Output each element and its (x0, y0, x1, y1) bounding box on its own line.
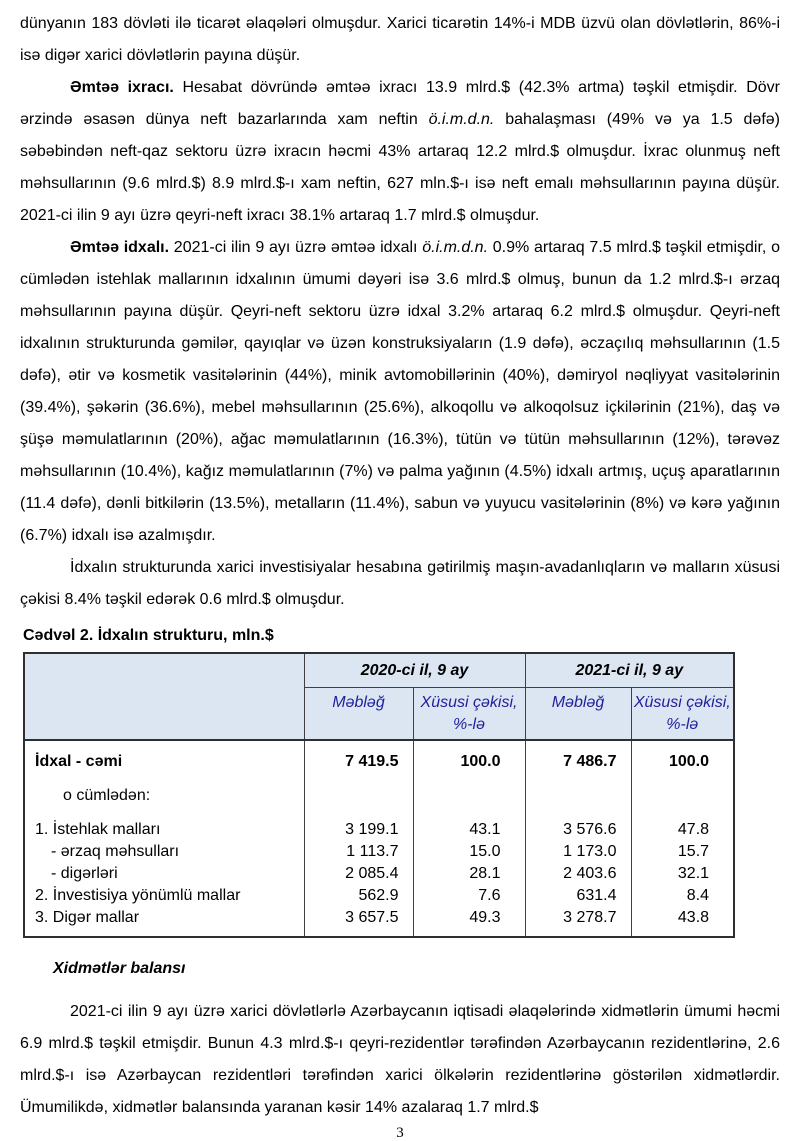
paragraph-text: 2021-ci ilin 9 ayı üzrə xarici dövlətlərlə Azərbaycanın iqtisadi əlaqələrində xidmətlərin ümumi həcmi 6.9 mlrd.$ təşkil etmişdir. Bunun 4.3 mlrd.$-ı qeyri-rezidentlər tərəfindən Azərbaycanın rezidentlərinə, 2.6 mlrd.$-ı isə Azərbaycan rezidentləri tərəfindən xarici ölkələrin rezidentlərinə göstərilən xidmətlərdir. Ümumilikdə, xidmətlər balansında yaranan kəsir 14% azalaraq 1.7 mlrd.$ (20, 1002, 780, 1116)
column-group-2021: 2021-ci il, 9 ay (525, 653, 734, 688)
cell-share-2021: 8.4 (631, 885, 734, 907)
paragraph-commodity-imports (20, 232, 780, 552)
table-row-food-products (24, 841, 734, 863)
cell-share-2021: 47.8 (631, 819, 734, 841)
cell-amount-2020: 562.9 (304, 885, 413, 907)
column-amount-2021: Məbləğ (525, 688, 631, 740)
cell-amount-2020: 3 199.1 (304, 819, 413, 841)
table-row-others (24, 863, 734, 885)
paragraph-commodity-exports (20, 72, 780, 232)
column-amount-2020: Məbləğ (304, 688, 413, 740)
paragraph-lead-bold: Əmtəə ixracı. (70, 79, 174, 96)
table-body (24, 740, 734, 937)
row-label: 3. Digər mallar (35, 908, 140, 926)
cell-amount-2020: 7 419.5 (304, 740, 413, 773)
cell-amount-2021: 631.4 (525, 885, 631, 907)
row-label: 1. İstehlak malları (35, 820, 161, 838)
abbreviation-italic: ö.i.m.d.n. (428, 111, 495, 128)
column-share-2020: Xüsusi çəkisi, %-lə (413, 688, 525, 740)
cell-amount-2020: 1 113.7 (304, 841, 413, 863)
paragraph-lead-bold: Əmtəə idxalı. (70, 239, 170, 256)
paragraph-text: dünyanın 183 dövləti ilə ticarət əlaqələri olmuşdur. Xarici ticarətin 14%-i MDB üzvü olan dövlətlərin, 86%-i isə digər xarici dövlətlərin payına düşür. (20, 15, 780, 64)
page-number: 3 (396, 1124, 404, 1141)
cell-share-2020: 28.1 (413, 863, 525, 885)
row-label: 2. İnvestisiya yönümlü mallar (35, 886, 241, 904)
cell-amount-2021: 7 486.7 (525, 740, 631, 773)
imports-structure-table-section (20, 626, 780, 938)
paragraph-text: İdxalın strukturunda xarici investisiyalar hesabına gətirilmiş maşın-avadanlıqların və malların xüsusi çəkisi 8.4% təşkil edərək 0.6 mlrd.$ olmuşdur. (20, 559, 780, 608)
cell-amount-2021: 1 173.0 (525, 841, 631, 863)
cell-share-2021: 32.1 (631, 863, 734, 885)
row-label: - ərzaq məhsulları (51, 842, 180, 860)
cell-amount-2021: 3 576.6 (525, 819, 631, 841)
empty-corner-cell (24, 653, 304, 740)
cell-share-2021: 15.7 (631, 841, 734, 863)
cell-share-2021: 100.0 (631, 740, 734, 773)
cell-share-2020: 7.6 (413, 885, 525, 907)
table-year-row (24, 653, 734, 688)
abbreviation-italic: ö.i.m.d.n. (422, 239, 489, 256)
table-row-investment-goods (24, 885, 734, 907)
table-row-consumer-goods (24, 819, 734, 841)
paragraph-text: bahalaşması (49% və ya 1.5 dəfə) səbəbindən neft-qaz sektoru üzrə ixracın həcmi 43% artaraq 12.2 mlrd.$ olmuşdur. İxrac olunmuş neft məhsullarının (9.6 mlrd.$) 8.9 mlrd.$-ı xam neftin, 627 mln.$-ı isə neft emalı məhsullarının payına düşür. 2021-ci ilin 9 ayı üzrə qeyri-neft ixracı 38.1% artaraq 1.7 mlrd.$ olmuşdur. (20, 111, 781, 224)
paragraph-text: 0.9% artaraq 7.5 mlrd.$ təşkil etmişdir, o cümlədən istehlak mallarının idxalının ümumi dəyəri isə 3.6 mlrd.$ olmuş, bunun da 1.2 mlrd.$-ı ərzaq məhsullarının payına düşür. Qeyri-neft sektoru üzrə idxal 3.2% artaraq 6.2 mlrd.$ olmuşdur. Qeyri-neft idxalının strukturunda gəmilər, qayıqlar və üzən konstruksiyaların (1.9 dəfə), əczaçılıq məhsullarının (1.5 dəfə), ətir və kosmetik vasitələrinin (44%), minik avtomobillərinin (40%), dəmiryol nəqliyyat vasitələrinin (39.4%), şəkərin (36.6%), mebel məhsullarının (25.6%), alkoqollu və alkoqolsuz içkilərinin (21%), daş və şüşə məmulatlarının (20%), ağac məmulatlarının (16.3%), tütün və tütün məhsullarının (12%), tərəvəz məhsullarının (10.4%), kağız məmulatlarının (7%) və palma yağının (4.5%) idxalı artmış, uçuş aparatlarının (11.4 dəfə), dənli bitkilərin (13.5%), metalların (11.4%), sabun və yuyucu vasitələrinin (8%) və kərə yağının (6.7%) idxalı isə azalmışdır. (20, 239, 780, 544)
table-spacer-row (24, 929, 734, 937)
row-label: o cümlədən: (63, 786, 151, 804)
table-spacer-row (24, 773, 734, 785)
cell-share-2021: 43.8 (631, 907, 734, 929)
services-balance-heading: Xidmətlər balansı (53, 959, 186, 977)
row-label: - digərləri (51, 864, 118, 882)
column-share-2021: Xüsusi çəkisi, %-lə (631, 688, 734, 740)
column-group-2020: 2020-ci il, 9 ay (304, 653, 525, 688)
imports-structure-table (23, 652, 735, 938)
paragraph-foreign-investment (20, 552, 780, 616)
cell-share-2020: 100.0 (413, 740, 525, 773)
cell-share-2020: 15.0 (413, 841, 525, 863)
table-row-other-goods (24, 907, 734, 929)
cell-amount-2020: 3 657.5 (304, 907, 413, 929)
table-caption: Cədvəl 2. İdxalın strukturu, mln.$ (23, 627, 274, 644)
cell-amount-2020: 2 085.4 (304, 863, 413, 885)
cell-share-2020: 49.3 (413, 907, 525, 929)
row-label: İdxal - cəmi (24, 740, 304, 773)
paragraph-services-balance (20, 996, 780, 1124)
cell-amount-2021: 3 278.7 (525, 907, 631, 929)
cell-amount-2021: 2 403.6 (525, 863, 631, 885)
table-header (24, 653, 734, 740)
paragraph-trade-relations (20, 8, 780, 72)
cell-share-2020: 43.1 (413, 819, 525, 841)
table-row-import-total (24, 740, 734, 773)
services-balance-text (20, 996, 780, 1124)
body-text (20, 8, 780, 616)
table-row-including (24, 785, 734, 807)
paragraph-text: Hesabat dövründə əmtəə ixracı 13.9 mlrd.$ (42.3% artma) təşkil etmişdir. Dövr ərzində əsasən dünya neft bazarlarında xam neftin (20, 79, 781, 128)
table-spacer-row (24, 807, 734, 819)
paragraph-text: 2021-ci ilin 9 ayı üzrə əmtəə idxalı (169, 239, 423, 256)
